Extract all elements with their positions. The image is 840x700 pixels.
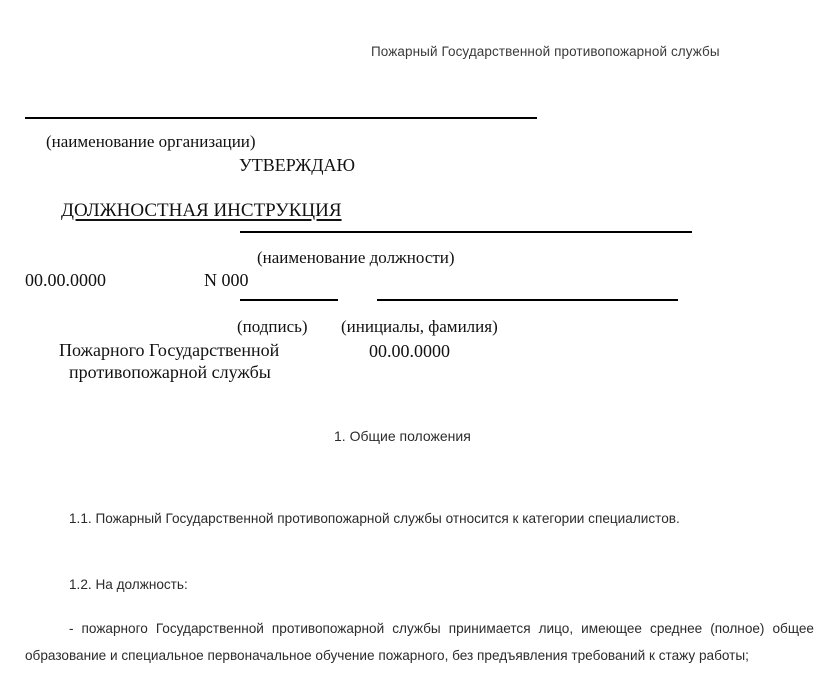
signer-job-title-line-1: Пожарного Государственной (59, 340, 280, 360)
initials-rule (377, 299, 678, 301)
paragraph-1-1: 1.1. Пожарный Государственной противопожарной службы относится к категории специалистов. (69, 511, 680, 526)
initials-caption: (инициалы, фамилия) (341, 317, 498, 336)
document-date: 00.00.0000 (25, 270, 106, 290)
organization-name-rule (25, 117, 537, 119)
approve-label: УТВЕРЖДАЮ (239, 155, 356, 175)
position-name-caption: (наименование должности) (257, 248, 455, 267)
section-heading-general-provisions: 1. Общие положения (334, 428, 471, 444)
signature-rule (240, 299, 338, 301)
document-number: N 000 (204, 270, 249, 290)
signature-caption: (подпись) (237, 317, 308, 336)
organization-name-caption: (наименование организации) (46, 132, 256, 151)
paragraph-1-2-item-1: - пожарного Государственной противопожарной службы принимается лицо, имеющее среднее (полное) общее образование и специальное первоначальное обучение пожарного, без предъявления требований к стажу работы; (25, 621, 814, 663)
signer-date: 00.00.0000 (369, 341, 450, 361)
signer-job-title-line-2: противопожарной службы (69, 362, 271, 382)
position-name-rule (240, 231, 692, 233)
document-running-header: Пожарный Государственной противопожарной службы (371, 44, 720, 59)
document-title: ДОЛЖНОСТНАЯ ИНСТРУКЦИЯ (61, 200, 342, 221)
paragraph-1-2: 1.2. На должность: (69, 577, 188, 592)
